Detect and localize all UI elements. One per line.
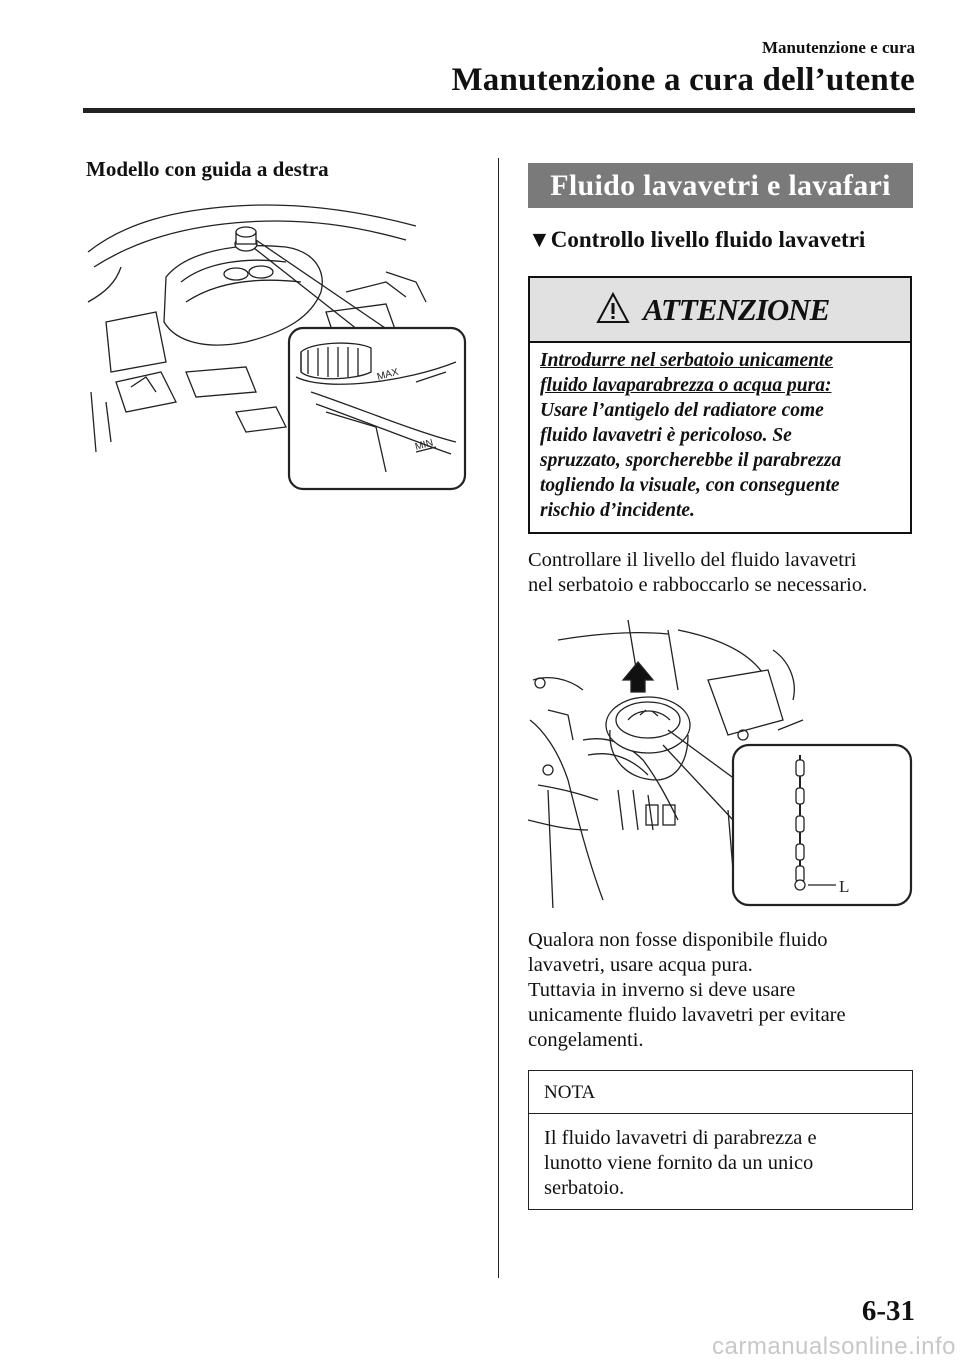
paragraph-alternative (528, 928, 846, 1053)
paragraph-line: congelamenti. (528, 1029, 644, 1051)
note-header (529, 1071, 912, 1114)
warning-line: fluido lavavetri è pericoloso. Se (540, 425, 792, 446)
reservoir-illustration (528, 620, 913, 908)
chapter-title: Manutenzione a cura dell’utente (451, 62, 915, 98)
engine-bay-illustration (86, 192, 468, 494)
warning-line: fluido lavaparabrezza o acqua pura: (540, 375, 832, 396)
warning-header (530, 278, 910, 343)
warning-box (528, 276, 912, 534)
paragraph-line: Controllare il livello del fluido lavavetri (528, 549, 857, 571)
max-label: MAX (375, 366, 400, 383)
warning-line: Usare l’antigelo del radiatore come (540, 400, 824, 421)
note-title: NOTA (544, 1082, 596, 1103)
subheading: ▼Controllo livello fluido lavavetri (528, 227, 866, 252)
section-title-band: Fluido lavavetri e lavafari (528, 163, 913, 208)
header-rule (83, 108, 915, 113)
section-label: Manutenzione e cura (762, 38, 915, 57)
page-number: 6-31 (861, 1295, 915, 1327)
column-divider (498, 158, 499, 1278)
paragraph-line: lavavetri, usare acqua pura. (528, 954, 753, 976)
warning-line: spruzzato, sporcherebbe il parabrezza (540, 450, 842, 471)
warning-line: togliendo la visuale, con conseguente (540, 475, 840, 496)
left-heading: Modello con guida a destra (86, 157, 329, 181)
paragraph-line: unicamente fluido lavavetri per evitare (528, 1004, 846, 1026)
note-box (528, 1070, 913, 1210)
paragraph-line: Qualora non fosse disponibile fluido (528, 929, 828, 951)
paragraph-line: Tuttavia in inverno si deve usare (528, 979, 796, 1001)
note-line: lunotto viene fornito da un unico (544, 1152, 814, 1174)
note-text (544, 1126, 902, 1201)
min-label: MIN (413, 437, 435, 453)
note-line: serbatoio. (544, 1177, 625, 1199)
warning-triangle-icon (596, 292, 630, 324)
note-line: Il fluido lavavetri di parabrezza e (544, 1127, 817, 1149)
level-label: L (839, 877, 850, 896)
watermark: carmanualsonline.info (712, 1333, 956, 1360)
warning-title: ATTENZIONE (643, 292, 830, 327)
paragraph-check-level (528, 548, 867, 598)
warning-line: Introdurre nel serbatoio unicamente (540, 350, 834, 371)
warning-line: rischio d’incidente. (540, 500, 695, 521)
paragraph-line: nel serbatoio e rabboccarlo se necessario. (528, 574, 868, 596)
warning-text (540, 348, 902, 523)
